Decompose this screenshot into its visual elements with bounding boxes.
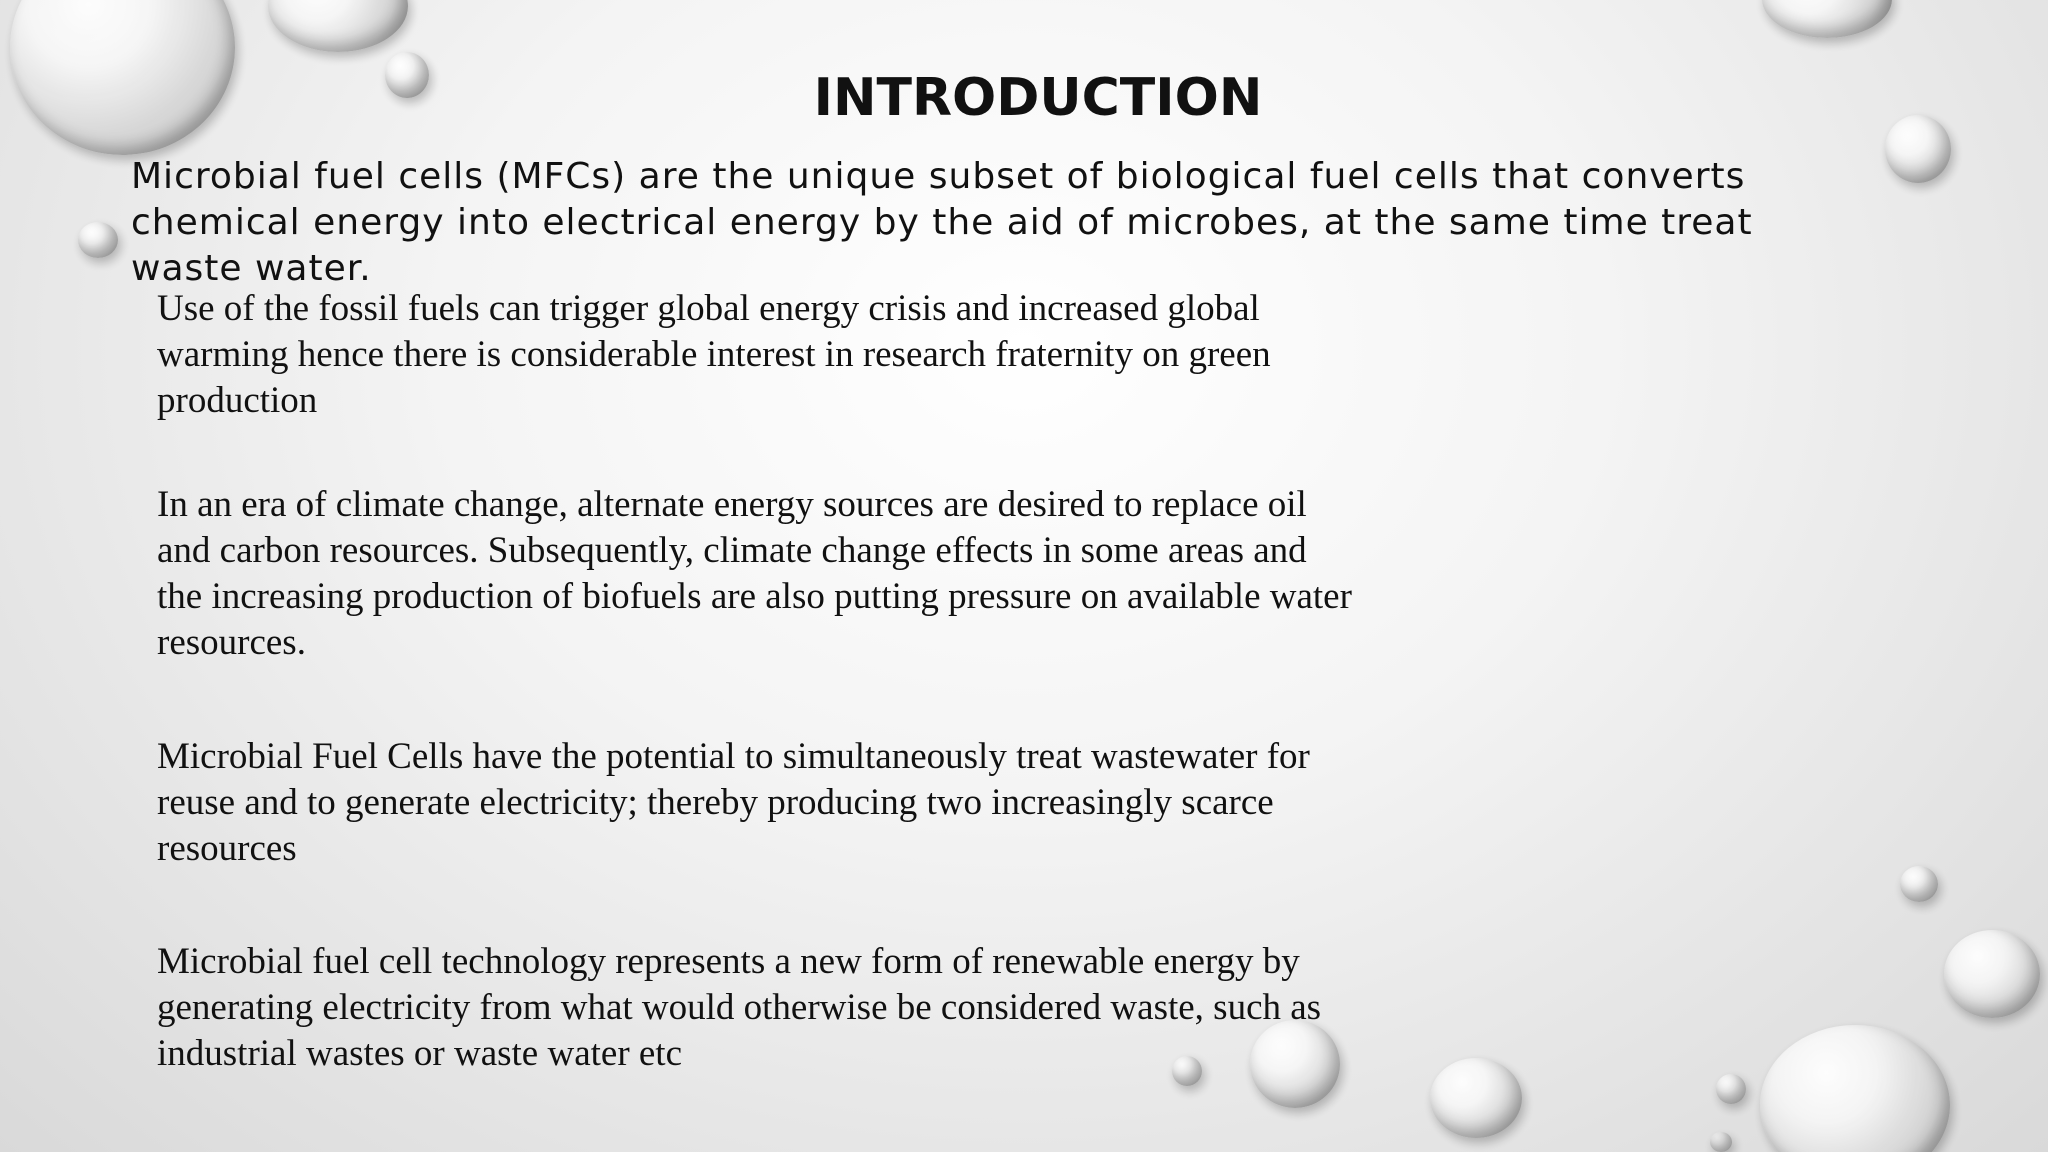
water-drop-decoration (78, 222, 118, 258)
paragraph-mfc-technology: Microbial fuel cell technology represents a new form of renewable energy by generating electricity from what would otherwise be considered waste, such as industrial wastes or waste water etc (157, 941, 1322, 1074)
paragraph-fossil-fuels: Use of the fossil fuels can trigger global energy crisis and increased global warming hence there is considerable interest in research fraternity on green production (157, 288, 1271, 421)
water-drop-decoration (1760, 1025, 1950, 1152)
water-drop-decoration (1716, 1074, 1746, 1104)
water-drop-decoration (1430, 1058, 1522, 1138)
water-drop-decoration (268, 0, 408, 52)
paragraph-mfc-potential: Microbial Fuel Cells have the potential to simultaneously treat wastewater for reuse and to generate electricity; thereby producing two increasingly scarce resources (157, 736, 1310, 869)
water-drop-decoration (1944, 930, 2040, 1018)
water-drop-decoration (1710, 1132, 1732, 1152)
paragraph-climate-change: In an era of climate change, alternate energy sources are desired to replace oil and carbon resources. Subsequently, climate change effects in some areas and the increasing production of biofuels are also putting pressure on available water resources. (157, 484, 1352, 663)
intro-lead-text: Microbial fuel cells (MFCs) are the unique subset of biological fuel cells that converts chemical energy into electrical energy by the aid of microbes, at the same time treat waste water. (131, 156, 1753, 289)
water-drop-decoration (1762, 0, 1892, 38)
slide-title: INTRODUCTION (813, 68, 1263, 128)
water-drop-decoration (1900, 866, 1938, 902)
